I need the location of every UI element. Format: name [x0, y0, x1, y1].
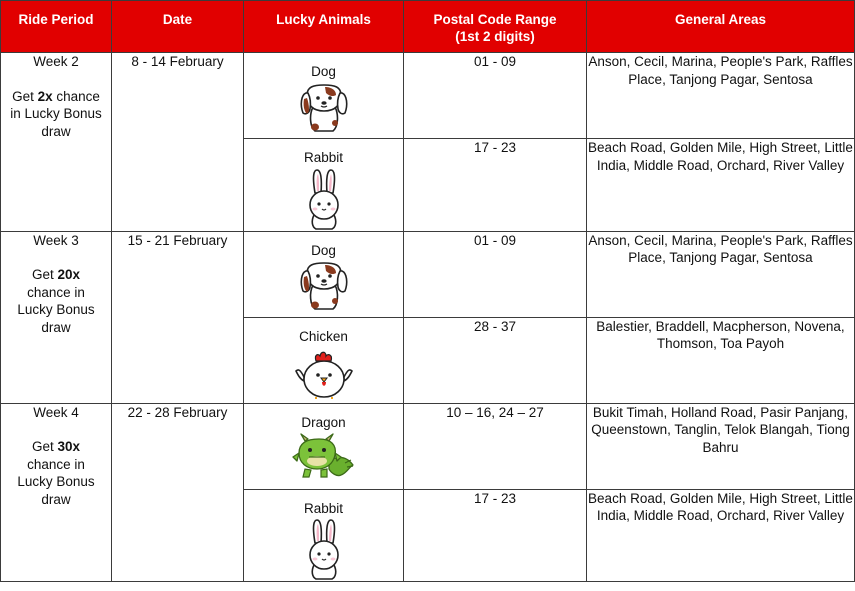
- table-row: [1, 53, 855, 139]
- animal-cell: [244, 139, 404, 232]
- table-row: [1, 231, 855, 317]
- week-description: Get 20x chance in Lucky Bonus draw: [17, 267, 95, 335]
- animal-name: Dog: [311, 242, 336, 258]
- postal-cell: 17 - 23: [404, 139, 587, 232]
- header-general-areas: General Areas: [587, 1, 855, 53]
- areas-cell: Anson, Cecil, Marina, People's Park, Raffles Place, Tanjong Pagar, Sentosa: [587, 231, 855, 317]
- animal-name: Rabbit: [303, 150, 344, 165]
- ride-period-cell: [1, 53, 112, 232]
- header-ride-period: Ride Period: [1, 1, 112, 53]
- date-cell: 22 - 28 February: [112, 403, 244, 582]
- date-cell: 15 - 21 February: [112, 231, 244, 403]
- animal-cell: [244, 489, 404, 582]
- rabbit-icon: [302, 519, 346, 581]
- multiplier: 2x: [37, 88, 53, 104]
- header-postal-code-range: [404, 1, 587, 53]
- areas-cell: Beach Road, Golden Mile, High Street, Little India, Middle Road, Orchard, River Valley: [587, 489, 855, 582]
- animal-cell: [244, 53, 404, 139]
- header-postal-code-sub: (1st 2 digits): [455, 29, 535, 44]
- postal-cell: 17 - 23: [404, 489, 587, 582]
- animal-name: Dragon: [301, 414, 346, 430]
- dog-icon: [299, 83, 349, 135]
- week-label: Week 4: [33, 404, 79, 420]
- header-row: [1, 1, 855, 53]
- animal-name: Chicken: [299, 328, 348, 344]
- ride-period-cell: [1, 231, 112, 403]
- chicken-icon: [292, 347, 356, 399]
- animal-cell: [244, 403, 404, 489]
- postal-cell: 01 - 09: [404, 53, 587, 139]
- postal-cell: 10 – 16, 24 – 27: [404, 403, 587, 489]
- ride-period-cell: [1, 403, 112, 582]
- header-date: Date: [112, 1, 244, 53]
- dog-icon: [299, 261, 349, 313]
- table-row: [1, 403, 855, 489]
- week-label: Week 3: [33, 232, 79, 248]
- dragon-icon: [291, 433, 357, 481]
- animal-name: Dog: [311, 64, 336, 79]
- postal-cell: 01 - 09: [404, 231, 587, 317]
- areas-cell: Anson, Cecil, Marina, People's Park, Raffles Place, Tanjong Pagar, Sentosa: [587, 53, 855, 139]
- week-description: Get 2x chance in Lucky Bonus draw: [10, 88, 102, 139]
- week-description: Get 30x chance in Lucky Bonus draw: [17, 439, 95, 507]
- areas-cell: Beach Road, Golden Mile, High Street, Little India, Middle Road, Orchard, River Valley: [587, 139, 855, 232]
- header-postal-code-label: Postal Code Range: [433, 12, 557, 27]
- header-lucky-animals: Lucky Animals: [244, 1, 404, 53]
- animal-cell: [244, 317, 404, 403]
- date-cell: 8 - 14 February: [112, 53, 244, 232]
- animal-name: Rabbit: [303, 500, 344, 516]
- multiplier: 20x: [57, 267, 81, 282]
- postal-cell: 28 - 37: [404, 317, 587, 403]
- multiplier: 30x: [57, 439, 81, 454]
- week-label: Week 2: [33, 54, 79, 69]
- rabbit-icon: [302, 169, 346, 231]
- areas-cell: Bukit Timah, Holland Road, Pasir Panjang, Queenstown, Tanglin, Telok Blangah, Tiong Bahru: [587, 403, 855, 489]
- animal-cell: [244, 231, 404, 317]
- areas-cell: Balestier, Braddell, Macpherson, Novena, Thomson, Toa Payoh: [587, 317, 855, 403]
